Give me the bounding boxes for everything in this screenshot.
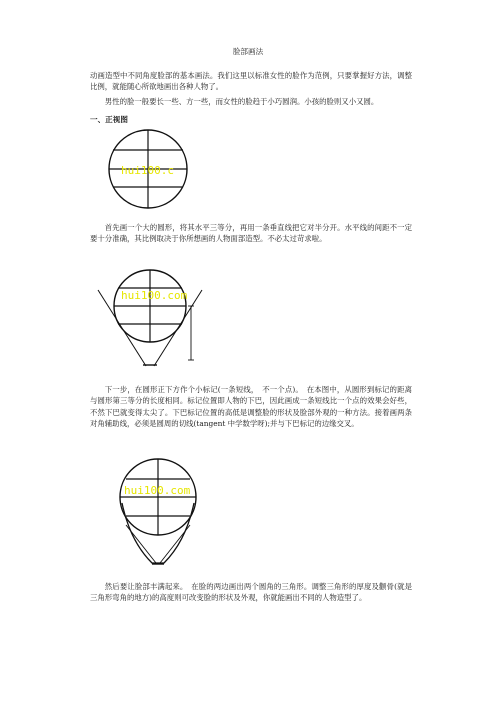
figure-face-cheeks	[116, 455, 202, 573]
figure-watermark: hui100.com	[121, 289, 188, 302]
page-title: 脸部画法	[232, 47, 264, 56]
paragraph-2: 下一步，在圆形正下方作个小标记(一条短线， 不一个点)。 在本图中，从圆形到标记的距离与圆形第三等分的长度相同。标记位置即人物的下巴，因此画成一条短线比一个点的效果会好些，不然下巴就变得太尖了。下巴标记位置的高低是调整脸的形状及脸部外观的一种方法。接着画两条对角辅助线，必须是圆周的切线(tangent 中学数学呀);并与下巴标记的边缘交叉。	[90, 385, 412, 429]
paragraph-1: 首先画一个大的圆形，将其水平三等分，再用一条垂直线把它对半分开。水平线的间距不一定要十分准确，其比例取决于你所想画的人物面部造型。不必太过苛求啦。	[90, 223, 412, 244]
figure-circle-tangents	[88, 268, 216, 384]
section-heading: 一、正视图	[90, 115, 128, 124]
paragraph-3: 然后要让脸部丰满起来。 在脸的两边画出两个圆角的三角形。调整三角形的厚度及颧骨(就是三角形弯角的地方)的高度则可改变脸的形状及外观，你就能画出不同的人物造型了。	[90, 582, 412, 603]
figure-watermark: hui100.com	[124, 484, 191, 497]
intro-paragraph-2: 男性的脸一般要长一些、方一些，而女性的脸趋于小巧圆润。小孩的脸则又小又圆。	[104, 97, 379, 106]
figure-watermark: hui100.c	[121, 164, 174, 177]
figure-circle-divided	[107, 128, 189, 210]
intro-paragraph: 动画造型中不同角度脸部的基本画法。我们这里以标准女性的脸作为范例，只要掌握好方法，调整比例，就能随心所欲地画出各种人物了。	[90, 71, 412, 92]
